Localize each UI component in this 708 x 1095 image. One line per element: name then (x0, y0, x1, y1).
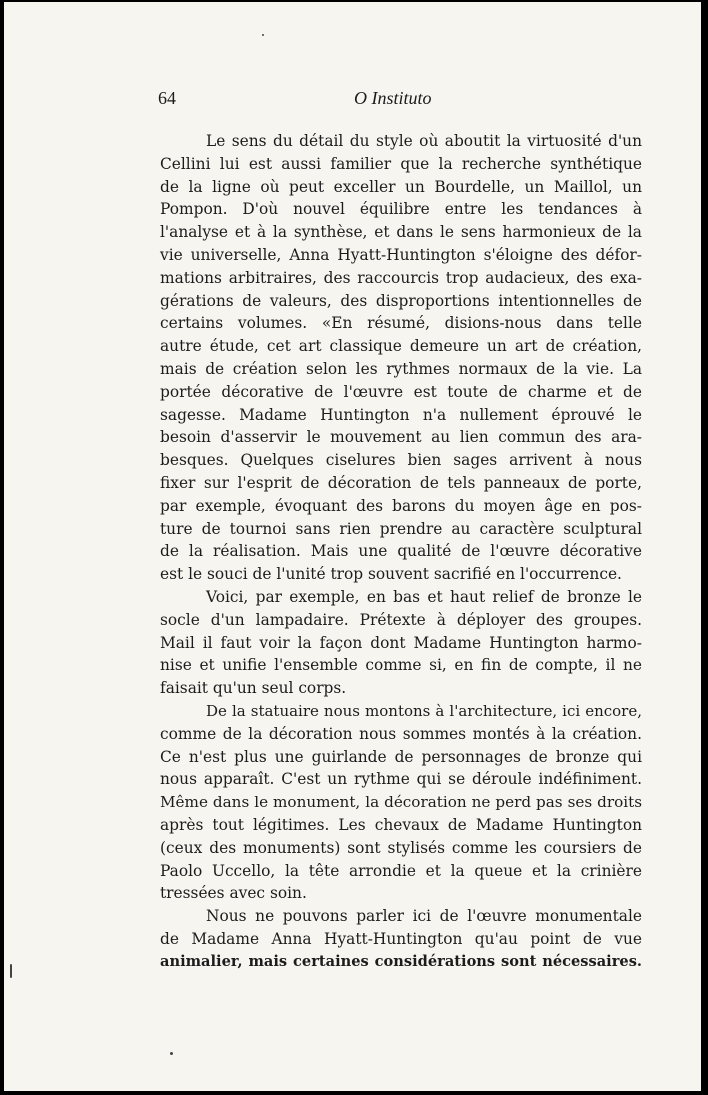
text-line: par exemple, évoquant des barons du moyen âge en pos- (160, 496, 642, 515)
text-line: Paolo Uccello, la tête arrondie et la queue et la crinière (160, 861, 642, 880)
text-line: Voici, par exemple, en bas et haut relief de bronze le (206, 587, 642, 606)
text-line: Nous ne pouvons parler ici de l'œuvre monumentale (206, 907, 642, 926)
text-line: tressées avec soin. (160, 884, 307, 903)
text-line: après tout légitimes. Les chevaux de Madame Huntington (160, 815, 642, 834)
text-line: Le sens du détail du style où aboutit la virtuosité d'un (206, 132, 642, 150)
text-line: De la statuaire nous montons à l'architecture, ici encore, (206, 701, 642, 720)
paper-speck (170, 1052, 173, 1055)
text-line: fixer sur l'esprit de décoration de tels panneaux de porte, (160, 473, 642, 492)
text-line: besques. Quelques ciselures bien sages arrivent à nous (160, 451, 642, 470)
text-line: l'analyse et à la synthèse, et dans le sens harmonieux de la (160, 223, 642, 242)
text-line: socle d'un lampadaire. Prétexte à déployer des groupes. (160, 610, 642, 629)
text-line: de la réalisation. Mais une qualité de l'œuvre décorative (160, 542, 642, 561)
text-line: de Madame Anna Hyatt-Huntington qu'au point de vue (160, 929, 642, 948)
text-line: sagesse. Madame Huntington n'a nullement éprouvé le (160, 405, 642, 424)
text-line: est le souci de l'unité trop souvent sacrifié en l'occurrence. (160, 565, 622, 584)
text-line: Même dans le monument, la décoration ne perd pas ses droits (160, 793, 642, 812)
text-line: comme de la décoration nous sommes montés à la création. (160, 724, 642, 743)
text-line: faisait qu'un seul corps. (160, 679, 347, 698)
running-title: O Instituto (354, 88, 432, 108)
text-line: (ceux des monuments) sont stylisés comme les coursiers de (160, 838, 642, 857)
text-line: gérations de valeurs, des disproportions intentionnelles de (160, 291, 642, 310)
text-line: animalier, mais certaines considérations sont nécessaires. (160, 952, 642, 970)
body-text (160, 130, 642, 973)
text-line: besoin d'asservir le mouvement au lien commun des ara- (160, 428, 642, 447)
book-page (4, 2, 701, 1091)
text-line: vie universelle, Anna Hyatt-Huntington s'éloigne des défor- (160, 245, 642, 264)
text-line: mais de création selon les rythmes normaux de la vie. La (160, 359, 642, 378)
text-line: ture de tournoi sans rien prendre au caractère sculptural (160, 519, 642, 538)
paper-speck (10, 964, 12, 978)
text-line: certains volumes. «En résumé, disions-nous dans telle (160, 314, 642, 333)
text-line: Mail il faut voir la façon dont Madame Huntington harmo- (160, 633, 642, 652)
text-line: de la ligne où peut exceller un Bourdelle, un Maillol, un (160, 177, 642, 196)
text-line: nous apparaît. C'est un rythme qui se déroule indéfiniment. (160, 770, 642, 789)
text-line: Ce n'est plus une guirlande de personnages de bronze qui (160, 747, 642, 766)
text-line: portée décorative de l'œuvre est toute de charme et de (160, 382, 642, 401)
text-line: nise et unifie l'ensemble comme si, en fin de compte, il ne (160, 656, 642, 675)
paper-speck (262, 34, 264, 36)
text-line: Cellini lui est aussi familier que la recherche synthétique (160, 154, 642, 173)
text-line: Pompon. D'où nouvel équilibre entre les tendances à (160, 200, 642, 219)
text-line: mations arbitraires, des raccourcis trop audacieux, des exa- (160, 268, 642, 287)
text-line: autre étude, cet art classique demeure un art de création, (160, 337, 642, 356)
page-number: 64 (158, 88, 176, 108)
